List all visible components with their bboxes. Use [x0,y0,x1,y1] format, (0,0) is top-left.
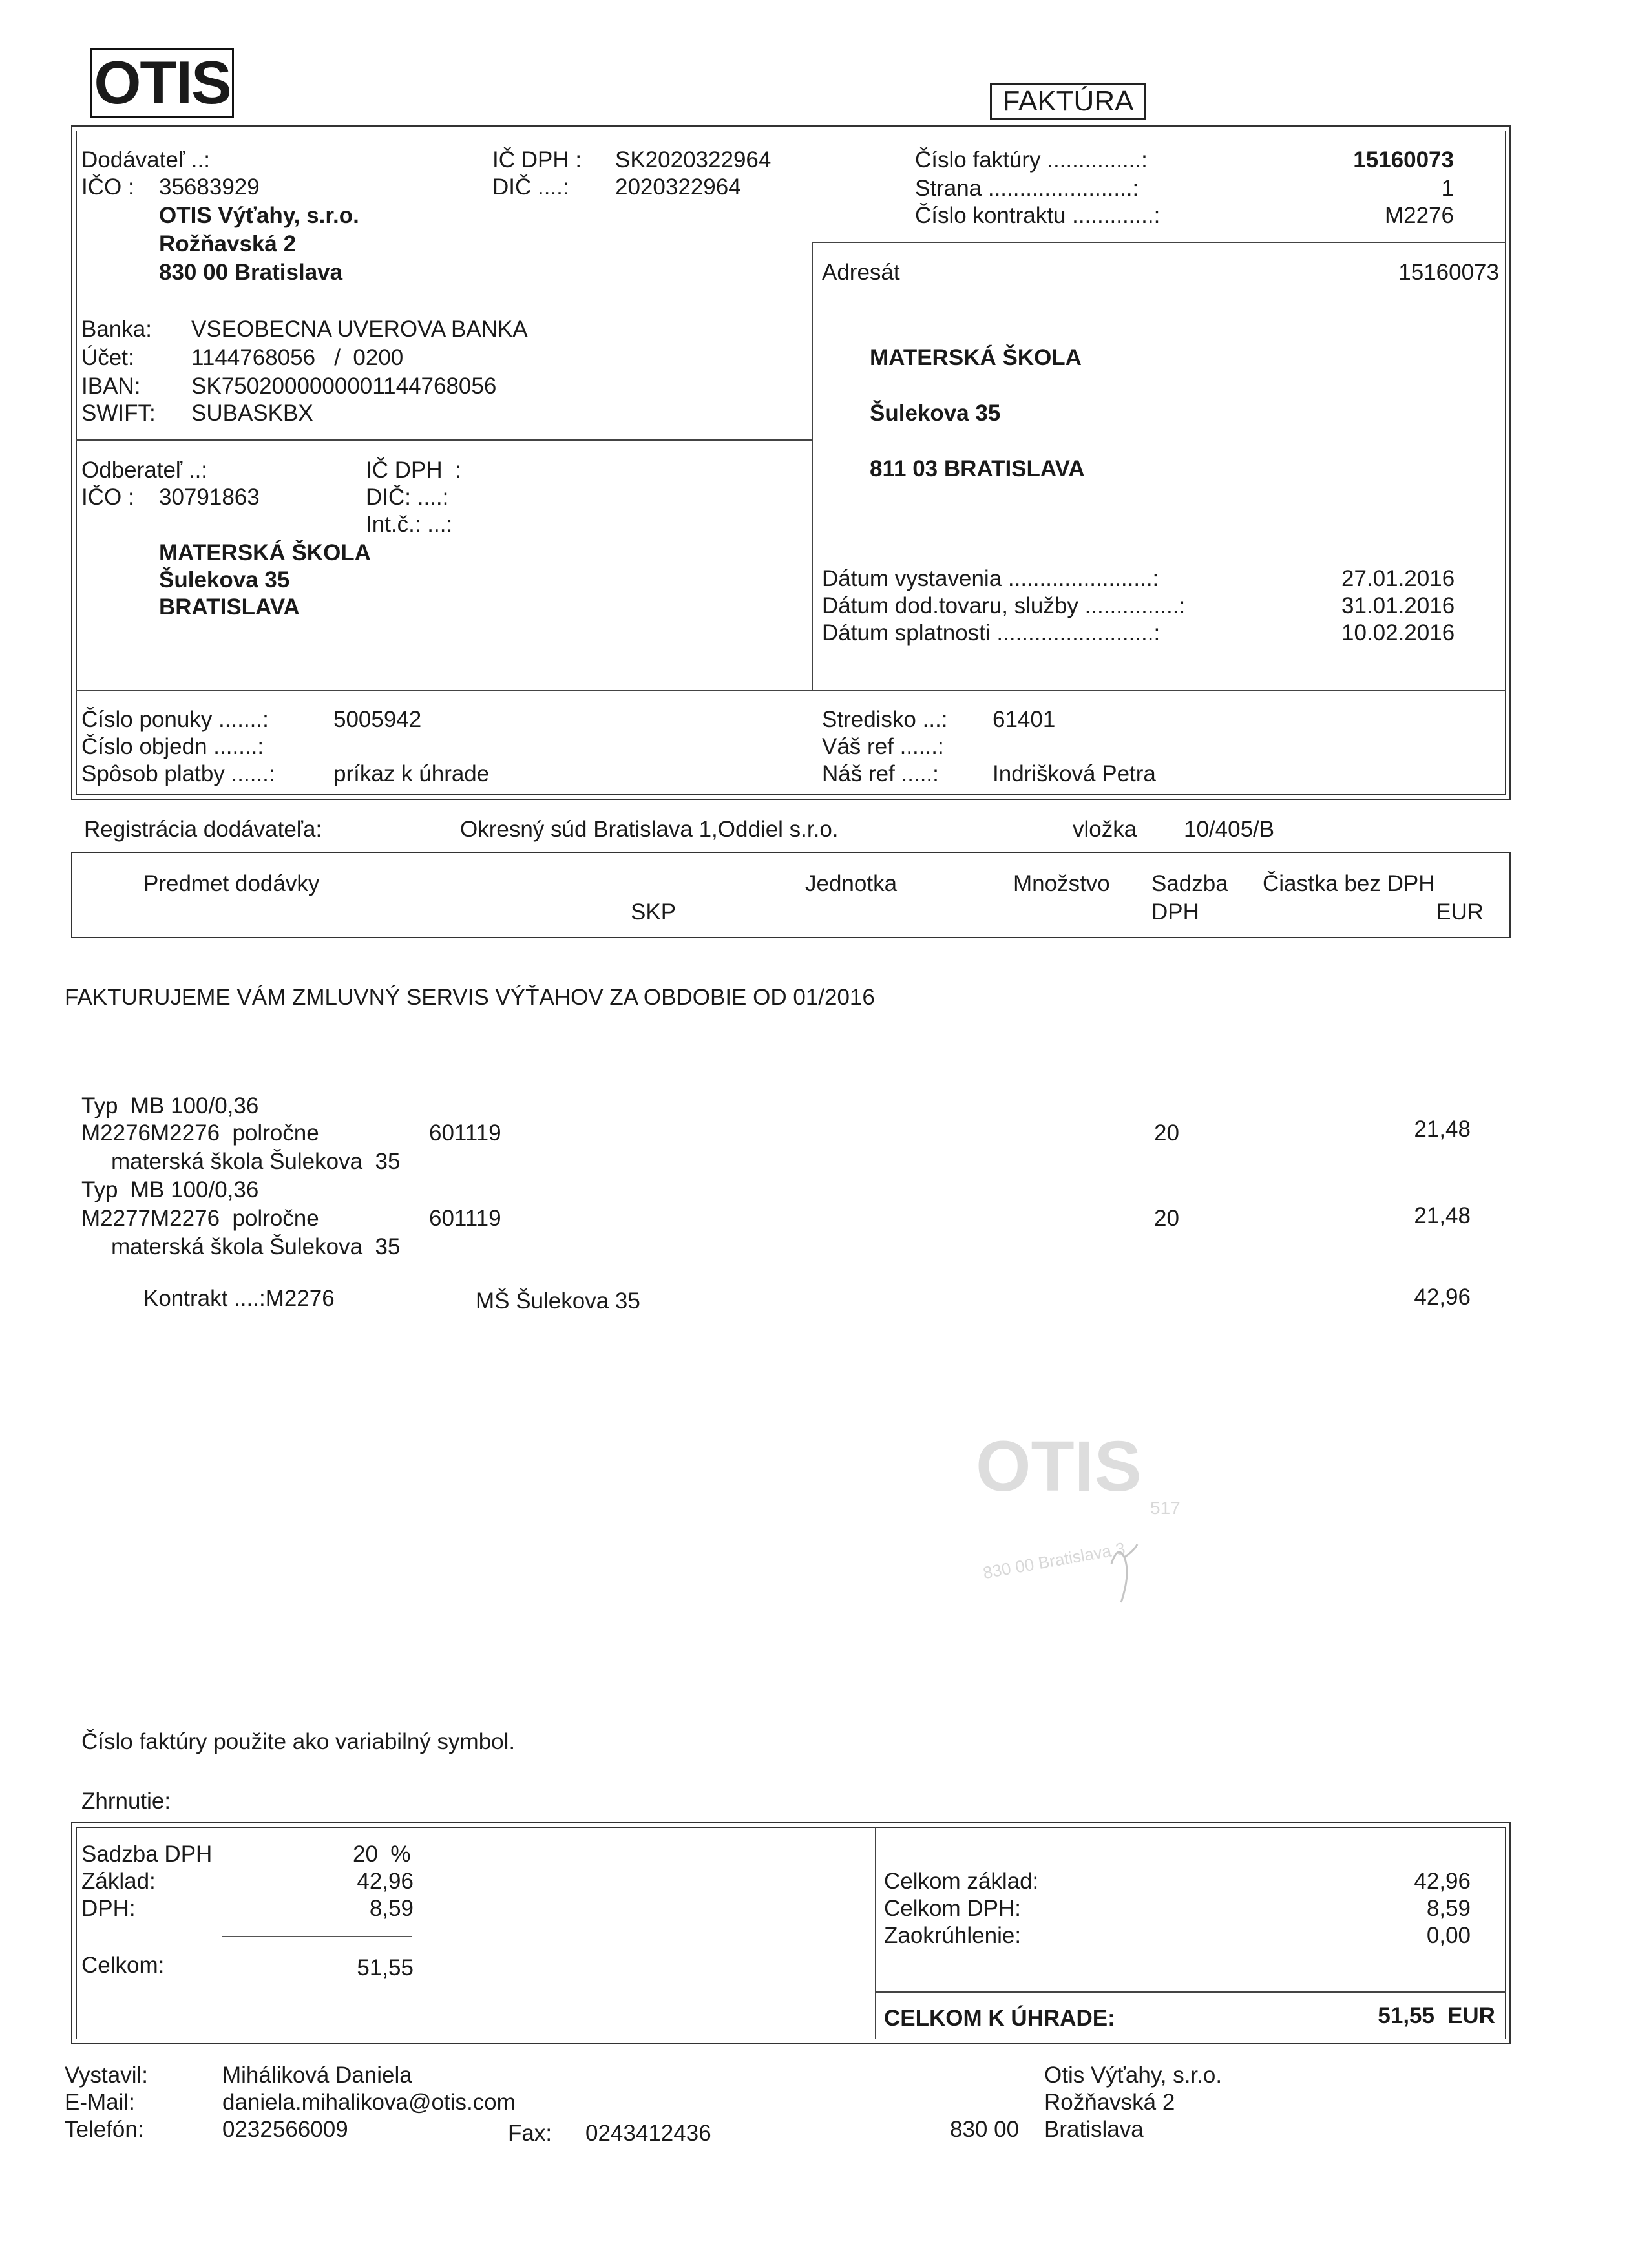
total-base-label: Celkom základ: [884,1869,1039,1894]
customer-city: BRATISLAVA [159,594,300,620]
otis-logo: OTIS [90,48,234,118]
total-vat-label: Celkom DPH: [884,1896,1021,1921]
supplier-dic: 2020322964 [615,174,741,200]
base-label: Základ: [81,1869,156,1894]
rounding-label: Zaokrúhlenie: [884,1923,1022,1948]
item-description: materská škola Šulekova 35 [111,1234,401,1259]
issued-by-label: Vystavil: [65,2063,149,2088]
supplier-ico: 35683929 [159,174,260,200]
order-number-label: Číslo objedn .......: [81,734,264,759]
amount-due-currency: EUR [1447,2003,1495,2028]
variable-symbol-note: Číslo faktúry použite ako variabilný symbol. [81,1729,516,1754]
invoice-contract: M2276 [1384,203,1454,228]
column-rate: Sadzba [1151,871,1228,896]
column-quantity: Množstvo [1013,871,1110,896]
iban-label: IBAN: [81,373,141,399]
stamp-code: 517 [1150,1498,1181,1518]
offer-number-label: Číslo ponuky .......: [81,707,269,732]
item-description: materská škola Šulekova 35 [111,1149,401,1174]
your-ref-label: Váš ref ......: [822,734,944,759]
fax: 0243412436 [585,2121,711,2146]
total-amount: 51,55 [357,1955,414,1980]
customer-intc-label: Int.č.: ...: [366,512,453,537]
vat-amount: 8,59 [369,1896,414,1921]
column-item: Predmet dodávky [143,871,320,896]
addressee-label: Adresát [822,260,900,285]
divider [812,242,1506,243]
email[interactable]: daniela.mihalikova@otis.com [222,2090,516,2115]
delivery-date: 31.01.2016 [1341,593,1455,618]
payment-method: príkaz k úhrade [333,761,490,786]
supplier-city: 830 00 Bratislava [159,260,343,285]
registration-label: Registrácia dodávateľa: [84,817,322,842]
customer-label: Odberateľ ..: [81,457,208,483]
divider [875,1827,876,2039]
customer-street: Šulekova 35 [159,567,290,593]
registration-court: Okresný súd Bratislava 1,Oddiel s.r.o. [460,817,839,842]
total-base-amount: 42,96 [1414,1869,1471,1894]
due-date-label: Dátum splatnosti .........................: [822,620,1161,646]
intro-text: FAKTURUJEME VÁM ZMLUVNÝ SERVIS VÝŤAHOV ZA OBDOBIE OD 01/2016 [65,985,875,1010]
base-amount: 42,96 [357,1869,414,1894]
addressee-code: 15160073 [1398,260,1499,285]
supplier-icdph: SK2020322964 [615,147,772,173]
total-vat-amount: 8,59 [1426,1896,1471,1921]
total-label: Celkom: [81,1953,165,1978]
supplier-street: Rožňavská 2 [159,231,297,257]
payment-method-label: Spôsob platby ......: [81,761,275,786]
summary-title: Zhrnutie: [81,1789,171,1814]
contract-label: Kontrakt ....:M2276 [143,1286,335,1311]
invoice-page-label: Strana .......................: [915,176,1139,201]
divider [76,439,812,441]
supplier-label: Dodávateľ ..: [81,147,210,173]
footer-street: Rožňavská 2 [1044,2090,1175,2115]
supplier-name: OTIS Výťahy, s.r.o. [159,203,359,228]
bank-name: VSEOBECNA UVEROVA BANKA [191,317,528,342]
phone: 0232566009 [222,2117,348,2142]
item-type: Typ MB 100/0,36 [81,1093,259,1118]
company-stamp [969,1428,1202,1596]
signature-icon [1098,1538,1150,1609]
customer-ico-label: IČO : [81,485,134,510]
issue-date-label: Dátum vystavenia .......................: [822,566,1159,591]
item-type: Typ MB 100/0,36 [81,1177,259,1202]
addressee-street: Šulekova 35 [870,401,1001,426]
item-skp: 601119 [429,1206,501,1231]
registration-insert-label: vložka [1073,817,1137,842]
stamp-city: 830 00 Bratislava 3 [981,1538,1127,1583]
invoice-page: 1 [1441,176,1454,201]
divider [875,1991,1506,1993]
swift: SUBASKBX [191,401,313,426]
document-title: FAKTÚRA [990,83,1146,120]
account-label: Účet: [81,345,134,370]
issued-by: Miháliková Daniela [222,2063,412,2088]
customer-icdph-label: IČ DPH : [366,457,461,483]
item-amount: 21,48 [1414,1203,1471,1228]
vat-label: DPH: [81,1896,136,1921]
fax-label: Fax: [508,2121,552,2146]
divider [222,1936,412,1937]
delivery-date-label: Dátum dod.tovaru, služby ...............: [822,593,1186,618]
due-date: 10.02.2016 [1341,620,1455,646]
amount-due: 51,55 [1378,2003,1434,2028]
vat-rate-label: Sadzba DPH [81,1842,213,1867]
contract-name: MŠ Šulekova 35 [476,1288,640,1314]
customer-dic-label: DIČ: ....: [366,485,449,510]
item-rate: 20 [1154,1206,1179,1231]
phone-label: Telefón: [65,2117,144,2142]
column-currency: EUR [1436,899,1484,925]
supplier-ico-label: IČO : [81,174,134,200]
customer-name: MATERSKÁ ŠKOLA [159,540,371,565]
addressee-city: 811 03 BRATISLAVA [870,456,1085,481]
item-amount: 21,48 [1414,1117,1471,1142]
item-code: M2276M2276 polročne [81,1120,319,1146]
email-label: E-Mail: [65,2090,135,2115]
iban: SK7502000000001144768056 [191,373,497,399]
footer-company: Otis Výťahy, s.r.o. [1044,2063,1223,2088]
rounding-amount: 0,00 [1426,1923,1471,1948]
invoice-contract-label: Číslo kontraktu .............: [915,203,1161,228]
issue-date: 27.01.2016 [1341,566,1455,591]
addressee-name: MATERSKÁ ŠKOLA [870,345,1082,370]
supplier-icdph-label: IČ DPH : [492,147,582,173]
bank-label: Banka: [81,317,152,342]
supplier-dic-label: DIČ ....: [492,174,569,200]
column-amount: Čiastka bez DPH [1263,871,1435,896]
registration-insert: 10/405/B [1184,817,1275,842]
offer-number: 5005942 [333,707,422,732]
column-unit: Jednotka [805,871,898,896]
account-number: 1144768056 / 0200 [191,345,404,370]
customer-ico: 30791863 [159,485,260,510]
item-skp: 601119 [429,1120,501,1146]
item-rate: 20 [1154,1120,1179,1146]
stamp-logo: OTIS [976,1427,1142,1506]
item-code: M2277M2276 polročne [81,1206,319,1231]
divider [76,690,1506,691]
center: 61401 [993,707,1056,732]
footer-city: Bratislava [1044,2117,1144,2142]
contract-amount: 42,96 [1414,1285,1471,1310]
our-ref: Indrišková Petra [993,761,1156,786]
our-ref-label: Náš ref .....: [822,761,939,786]
invoice-number: 15160073 [1353,147,1454,173]
invoice-number-label: Číslo faktúry ...............: [915,147,1148,173]
center-label: Stredisko ...: [822,707,948,732]
column-skp: SKP [631,899,677,925]
footer-zip: 830 00 [950,2117,1020,2142]
column-rate-vat: DPH [1151,899,1199,925]
summary-frame-inner [76,1827,1506,2039]
swift-label: SWIFT: [81,401,156,426]
amount-due-label: CELKOM K ÚHRADE: [884,2006,1115,2031]
divider [812,242,813,690]
vat-rate: 20 % [353,1842,411,1867]
